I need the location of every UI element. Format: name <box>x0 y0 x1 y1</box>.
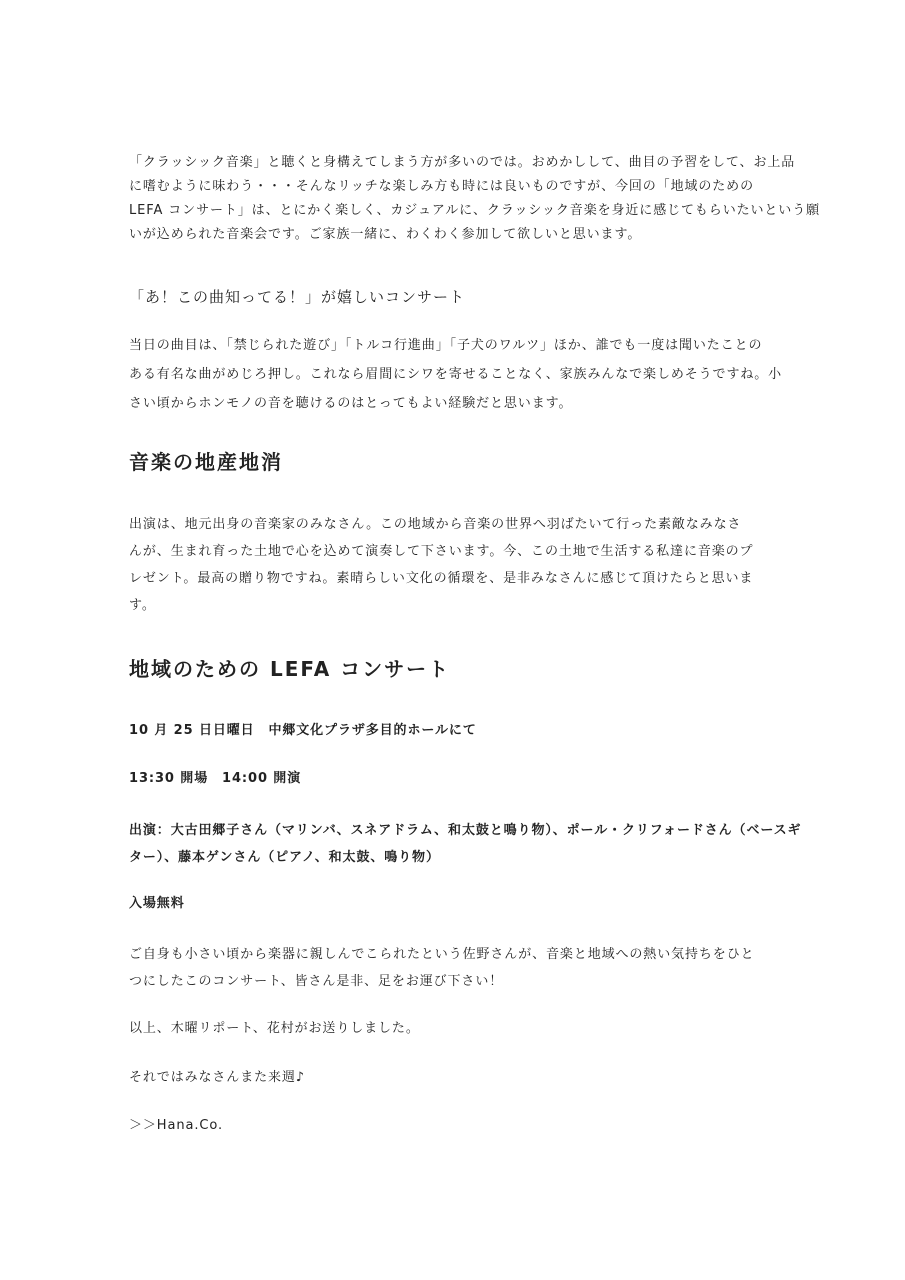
signature-block <box>129 1114 779 1138</box>
intro-line: いが込められた音楽会です。ご家族一緒に、わくわく参加して欲しいと思います。 <box>129 227 642 242</box>
performers-block <box>129 817 802 871</box>
report-block <box>129 1017 779 1041</box>
section3-heading: 地域のための LEFA コンサート <box>129 657 451 681</box>
performers-line: ター）、藤本ゲンさん（ピアノ、和太鼓、鳴り物） <box>129 850 440 865</box>
admission-text: 入場無料 <box>129 896 185 911</box>
section2-line: す。 <box>129 598 156 613</box>
section2-paragraph <box>129 511 779 619</box>
intro-line: 「クラッシック音楽」と聴くと身構えてしまう方が多いのでは。おめかしして、曲目の予習をして、お上品 <box>129 155 796 170</box>
section2-line: んが、生まれ育った土地で心を込めて演奏して下さいます。今、この土地で生活する私達に音楽のプ <box>129 544 754 559</box>
signature: ＞＞Hana.Co. <box>129 1118 224 1133</box>
closing-line: ご自身も小さい頃から楽器に親しんでこられたという佐野さんが、音楽と地域への熱い気持ちをひと <box>129 947 755 962</box>
performers-line: 出演：大古田郷子さん（マリンバ、スネアドラム、和太鼓と鳴り物）、ポール・クリフォードさん（ベースギ <box>129 823 802 838</box>
section1-line: ある有名な曲がめじろ押し。これなら眉間にシワを寄せることなく、家族みんなで楽しめそうですね。小 <box>129 367 783 382</box>
section1-subheading: 「あ！この曲知ってる！」が嬉しいコンサート <box>129 288 466 306</box>
report-text: 以上、木曜リポート、花村がお送りしました。 <box>129 1021 420 1036</box>
section2-line: レゼント。最高の贈り物ですね。素晴らしい文化の循環を、是非みなさんに感じて頂けたらと思いま <box>129 571 754 586</box>
section1-paragraph <box>129 331 783 418</box>
event-time: 13:30 開場 14:00 開演 <box>129 771 302 786</box>
event-time-block <box>129 767 779 791</box>
section1-line: 当日の曲目は、「禁じられた遊び」「トルコ行進曲」「子犬のワルツ」ほか、誰でも一度は聞いたことの <box>129 338 763 353</box>
closing-line: つにしたこのコンサート、皆さん是非、足をお運び下さい！ <box>129 974 504 989</box>
event-date: 10 月 25 日日曜日 中郷文化プラザ多目的ホールにて <box>129 723 477 738</box>
intro-line: LEFA コンサート」は、とにかく楽しく、カジュアルに、クラッシック音楽を身近に感じてもらいたいという願 <box>129 203 821 218</box>
event-date-block <box>129 719 779 743</box>
section2-heading: 音楽の地産地消 <box>129 450 283 474</box>
section1-line: さい頃からホンモノの音を聴けるのはとってもよい経験だと思います。 <box>129 396 573 411</box>
intro-line: に嗜むように味わう・・・そんなリッチな楽しみ方も時には良いものですが、今回の「地域のための <box>129 179 754 194</box>
closing-paragraph <box>129 941 779 995</box>
section1-subheading-block <box>129 285 779 309</box>
section2-line: 出演は、地元出身の音楽家のみなさん。この地域から音楽の世界へ羽ばたいて行った素敵なみなさ <box>129 517 742 532</box>
admission-block <box>129 892 779 916</box>
intro-paragraph <box>129 151 821 247</box>
farewell-text: それではみなさんまた来週♪ <box>129 1070 305 1085</box>
farewell-block <box>129 1066 779 1090</box>
